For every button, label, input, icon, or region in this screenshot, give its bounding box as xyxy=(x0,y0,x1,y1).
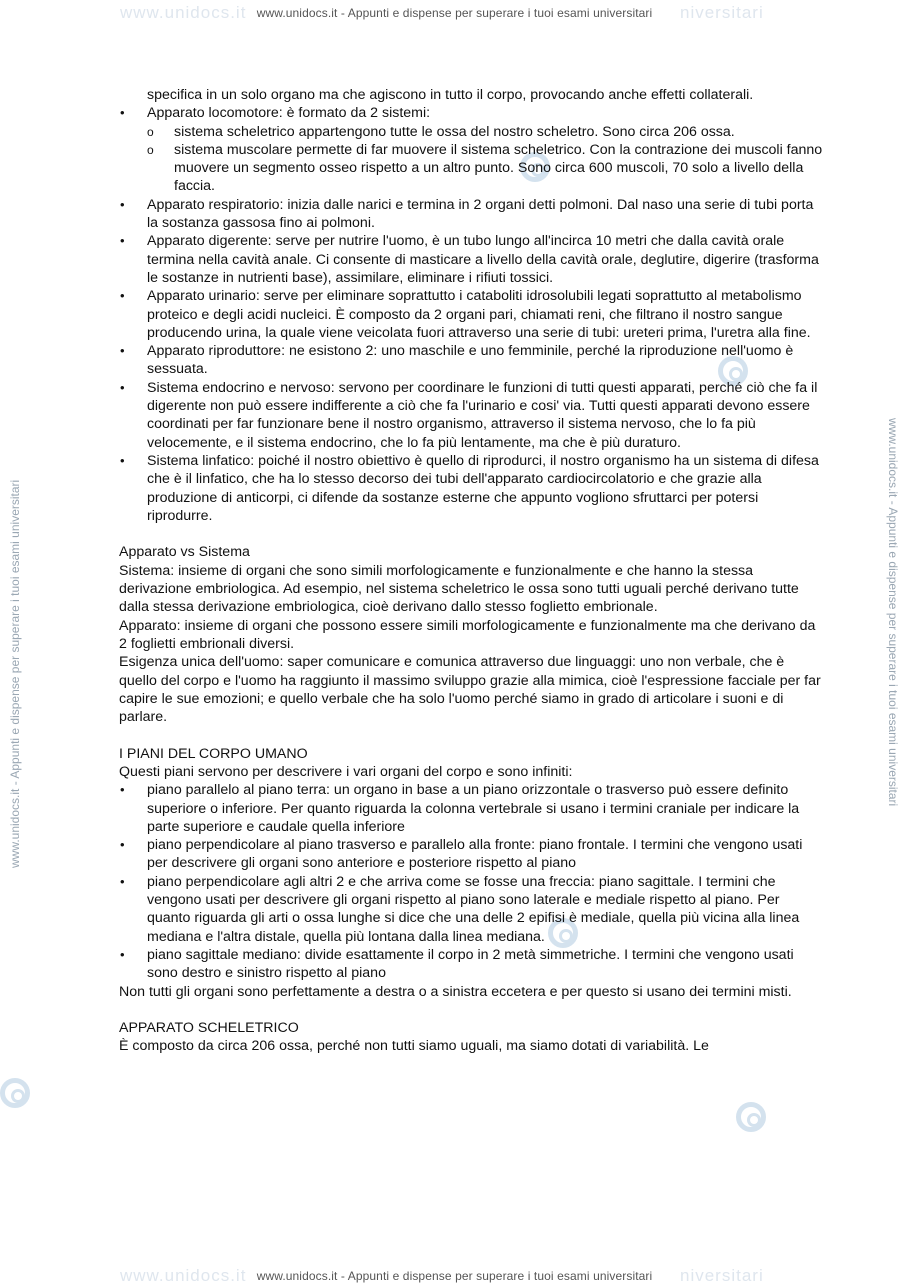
list-item-text: piano perpendicolare al piano trasverso e parallelo alla fronte: piano frontale. I termini che vengono usati per descrivere gli organi sono anteriore e posteriore rispetto al piano xyxy=(147,837,803,872)
sub-list-item-text: sistema muscolare permette di far muovere il sistema scheletrico. Con la contrazione dei muscoli fanno muovere un segmento osseo rispetto a un altro punto. Sono circa 600 muscoli, 70 solo a livello della faccia. xyxy=(174,141,823,195)
list-item-text: Apparato locomotore: è formato da 2 sistemi: xyxy=(147,105,431,122)
paragraph-piani-intro: Questi piani servono per descrivere i vari organi del corpo e sono infiniti: xyxy=(119,763,573,780)
list-item xyxy=(119,873,824,946)
list-item-text: Sistema linfatico: poiché il nostro obiettivo è quello di riprodurci, il nostro organismo ha un sistema di difesa che è il linfatico, che ha lo stesso decorso dei tubi dell'apparato cardiocircolatorio e che grazie alla produzione di anticorpi, ci difende da sostanze esterne che appunto vogliono sfruttarci per potersi riprodurre. xyxy=(147,452,819,524)
watermark-right: www.unidocs.it - Appunti e dispense per superare i tuoi esami universitari xyxy=(886,418,900,807)
intro-continuation: specifica in un solo organo ma che agiscono in tutto il corpo, provocando anche effetti collaterali. xyxy=(147,87,754,103)
locomotore-sublist xyxy=(119,123,824,196)
apparati-list xyxy=(119,104,824,122)
apparati-list-continued xyxy=(119,196,824,525)
paragraph-scheletrico: È composto da circa 206 ossa, perché non tutti siamo uguali, ma siamo dotati di variabilità. Le xyxy=(119,1038,709,1055)
list-item-text: Apparato riproduttore: ne esistono 2: uno maschile e uno femminile, perché la riproduzione nell'uomo è sessuata. xyxy=(147,343,794,378)
list-item xyxy=(119,379,824,452)
watermark-ghost-top-right: niversitari xyxy=(680,3,764,22)
bullet-icon: • xyxy=(120,946,125,962)
list-item xyxy=(119,836,824,873)
section-heading-piani: I PIANI DEL CORPO UMANO xyxy=(119,745,308,762)
sub-list-item xyxy=(119,123,824,141)
watermark-ghost-top-left: www.unidocs.it xyxy=(120,3,247,22)
list-item xyxy=(119,342,824,379)
list-item-text: Apparato respiratorio: inizia dalle narici e termina in 2 organi detti polmoni. Dal naso una serie di tubi porta la sostanza gassosa fino ai polmoni. xyxy=(147,196,814,232)
list-item-text: Apparato digerente: serve per nutrire l'uomo, è un tubo lungo all'incirca 10 metri che dalla cavità orale termina nella cavità anale. Ci consente di masticare a livello della cavità orale, deglutire, digerire (trasforma le sostanze in nutrienti base), assimilare, eliminare i rifiuti tossici. xyxy=(147,233,819,286)
bullet-icon: • xyxy=(120,379,125,395)
watermark-left: www.unidocs.it - Appunti e dispense per superare i tuoi esami universitari xyxy=(8,479,22,868)
watermark-ghost-bottom-right: niversitari xyxy=(680,1266,764,1285)
bullet-icon: • xyxy=(120,452,125,468)
list-item-text: piano sagittale mediano: divide esattamente il corpo in 2 metà simmetriche. I termini che vengono usati sono destro e sinistro rispetto al piano xyxy=(147,946,794,982)
spacer xyxy=(119,726,824,744)
list-item-text: Sistema endocrino e nervoso: servono per coordinare le funzioni di tutti questi apparati, perché ciò che fa il digerente non può essere indifferente a ciò che fa l'urinario e cosi' via. Tutti questi apparati devono essere coordinati per far funzionare bene il nostro organismo, attraverso il sistema nervoso, che lo fa più velocemente, e il sistema endocrino, che lo fa più lentamente, ma che è più duraturo. xyxy=(147,379,818,451)
list-item xyxy=(119,287,824,342)
list-item xyxy=(119,196,824,233)
paragraph-apparato: Apparato: insieme di organi che possono essere simili morfologicamente e funzionalmente ma che derivano da 2 foglietti embrionali diversi. xyxy=(119,617,816,652)
list-item xyxy=(119,452,824,525)
sub-list-item xyxy=(119,141,824,196)
sub-list-item-text: sistema scheletrico appartengono tutte le ossa del nostro scheletro. Sono circa 206 ossa. xyxy=(174,123,735,140)
unidocs-logo-icon xyxy=(736,1102,766,1132)
paragraph-piani-closing: Non tutti gli organi sono perfettamente a destra o a sinistra eccetera e per questo si usano dei termini misti. xyxy=(119,983,792,1000)
bullet-icon: • xyxy=(120,782,125,798)
bullet-icon: • xyxy=(120,343,125,359)
bullet-icon: • xyxy=(120,288,125,304)
list-item xyxy=(119,104,824,122)
bullet-icon: • xyxy=(120,105,125,121)
watermark-bottom: www.unidocs.it - Appunti e dispense per superare i tuoi esami universitari xyxy=(256,1269,653,1283)
watermark-ghost-bottom-left: www.unidocs.it xyxy=(120,1266,247,1285)
section-heading-scheletrico: APPARATO SCHELETRICO xyxy=(119,1020,299,1037)
paragraph-sistema: Sistema: insieme di organi che sono simili morfologicamente e funzionalmente e che hanno la stessa derivazione embriologica. Ad esempio, nel sistema scheletrico le ossa sono tutti uguali perché derivano tutte dalla stessa derivazione embriologica, cioè derivano dallo stesso foglietto embrionale. xyxy=(119,562,799,616)
section-heading-apparato-vs-sistema: Apparato vs Sistema xyxy=(119,544,250,561)
piani-list xyxy=(119,781,824,982)
bullet-icon: • xyxy=(120,873,125,889)
bullet-icon: • xyxy=(120,233,125,249)
paragraph-esigenza: Esigenza unica dell'uomo: saper comunicare e comunica attraverso due linguaggi: uno non verbale, che è quello del corpo e l'uomo ha raggiunto il massimo sviluppo grazie alla mimica, cioè l'espressione facciale per far capire le sue emozioni; e quello verbale che ha solo l'uomo perché siamo in grado di articolare i suoni e di parlare. xyxy=(119,654,821,726)
watermark-top: www.unidocs.it - Appunti e dispense per superare i tuoi esami universitari xyxy=(256,6,653,20)
unidocs-logo-icon xyxy=(0,1078,30,1108)
document-body xyxy=(119,86,824,1056)
bullet-icon: • xyxy=(120,837,125,853)
list-item-text: piano perpendicolare agli altri 2 e che arriva come se fosse una freccia: piano sagittale. I termini che vengono usati per descrivere gli organi rispetto al piano sono laterale e mediale rispetto al piano. Per quanto riguarda gli arti o ossa lunghe si dice che una delle 2 epifisi è mediale, quella più vicina alla linea mediana e l'altra distale, quella più lontana dalla linea mediana. xyxy=(147,873,800,945)
sub-bullet-icon: o xyxy=(147,124,154,139)
list-item xyxy=(119,946,824,983)
list-item-text: Apparato urinario: serve per eliminare soprattutto i cataboliti idrosolubili legati soprattutto al metabolismo proteico e degli acidi nucleici. È composto da 2 organi pari, chiamati reni, che filtrano il nostro sangue producendo urina, la quale viene veicolata fuori attraverso una serie di tubi: ureteri prima, l'uretra alla fine. xyxy=(147,288,811,341)
sub-bullet-icon: o xyxy=(147,142,154,157)
list-item xyxy=(119,781,824,836)
list-item xyxy=(119,232,824,287)
spacer xyxy=(119,525,824,543)
bullet-icon: • xyxy=(120,196,125,212)
spacer xyxy=(119,1001,824,1019)
list-item-text: piano parallelo al piano terra: un organo in base a un piano orizzontale o trasverso può essere definito superiore o inferiore. Per quanto riguarda la colonna vertebrale si usano i termini craniale per indicare la parte superiore e caudale quella inferiore xyxy=(147,782,800,835)
